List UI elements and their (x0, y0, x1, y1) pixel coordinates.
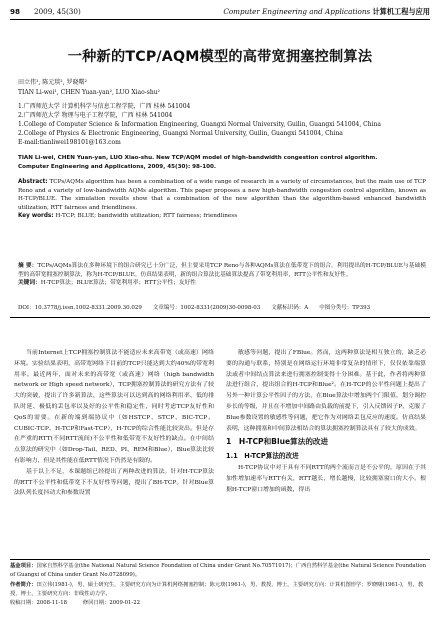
body-paragraph: 敏感等问题，提出了FBlue。然而，这两种算法是相互独立的，缺乏必要的沟通与联系，特别是在网络运行环境非常复杂的情形下，仅仅依靠端算法或者中间结点算法来进行拥塞控制变得十分困难。基于此，作者将两种算法进行组合，提出组合的H-TCP和Blue²。在H-TCP的公平性问题上提出了另外一种计算公平性因子的方法，在Blue算法中增加两个门限值，划分调控步长的等级，并且在不增加中间路由负载的前提下，引入反馈因子P，克服了Blue参数设置的敏感性等问题，把它作为对网络丢包反应的速度。仿真结果表明，这种拥塞和中间算法相结合的算法拥塞控制算法具有了较大的成效。 (226, 350, 426, 432)
fund-text: 国家自然科学基金(the National Natural Science Foundation of China under Grant No.70571017)；广西自然科学基金(the Natural Science Foundation of Guangxi of China under Grant No.0728099)。 (10, 563, 427, 579)
affiliation-1-cn: 1.广西师范大学 计算机科学与信息工程学院，广西 桂林 541004 (18, 103, 191, 110)
abstract-cn (18, 262, 426, 288)
abstract-en-label: Abstract: (18, 179, 48, 185)
journal-name-cn: 计算机工程与应用 (372, 7, 430, 16)
keywords-en-label: Key words: (18, 213, 54, 219)
affiliation-2-en: 2.College of Physics & Electronic Engineering, Guangxi Normal University, Guilin, Guangxi 541004, China (18, 130, 343, 137)
header-rule (10, 19, 430, 20)
paper-title: 一种新的TCP/AQM模型的高带宽拥塞控制算法 (67, 49, 373, 65)
author-email: E-mail:tianliwei198101@163.com (18, 139, 121, 146)
journal-name (223, 6, 430, 18)
body-paragraph: 基于以上不足，本课题组已经提出了两种改进的算法。针对H-TCP算法的RTT不公平性和低带宽下不友好性等问题，提出了BH-TCP。针对Blue算法队列长度抖动大和参数设置 (14, 468, 214, 497)
affiliation-1-en: 1.College of Computer Science & Information Engineering, Guangxi Normal University, Guilin, Guangxi 541004, China (18, 121, 381, 128)
fund-note (10, 562, 430, 581)
keywords-en-text: H-TCP; BLUE; bandwidth utilization; RTT fairness; friendliness (55, 213, 238, 219)
keywords-cn-label: 关键词： (18, 280, 41, 286)
body-column-right (226, 348, 426, 496)
doi-classification-line: DOI：10.3778/j.issn.1002-8331.2009.30.029 文章编号：1002-8331(2009)30-0098-03 文献标识码：A 中图分类号：TP393 (18, 305, 371, 311)
fund-label: 基金项目： (10, 563, 37, 569)
abstract-en-text: TCPs/AQMs algorithm has been a combination of a wide range of research in a variety of circumstances, but the main use of TCP Reno and a variety of low-bandwidth AQMs algorithm. This paper proposes a new high-bandwidth congestion control algorithm, known as H-TCP/BLUE. The simulation results show that a combination of the new algorithm than the algorithm-based enhanced bandwidth utilization, RTT fairness and friendliness. (18, 179, 426, 211)
journal-name-en: Computer Engineering and Applications (223, 7, 371, 16)
received-dates: 收稿日期：2008-11-18 修回日期：2009-01-22 (10, 600, 140, 607)
running-header (10, 6, 430, 18)
abstract-cn-label: 摘 要： (18, 263, 38, 269)
authors-cn: 田立伟¹, 陈元琰², 罗晓曙² (18, 79, 87, 86)
citation-line-2: Computer Engineering and Applications, 2009, 45(30): 98-100. (18, 164, 217, 170)
keywords-cn-text: H-TCP算法；BLUE算法；带宽利用率；RTT公平性；友好性 (40, 280, 196, 286)
section-heading: 1 H-TCP和Blue算法的改进 (226, 437, 329, 447)
subsection-heading: 1.1 H-TCP算法的改进 (226, 452, 299, 461)
abstract-cn-text: TCPs/AQMs算法在多种环境下的组合研究已十分广泛，但主要采用TCP Reno与各种AQMs算法在低带宽下的组合。利用提出的H-TCP/BLUE与基础模型的高带宽拥塞控制算法，称为H-TCP/BLUE。仿真结果表明，新的组合算法比基础算法提高了带宽利用率，RTT公平性和友好性。 (18, 263, 426, 278)
authors-en: TIAN Li-wei¹, CHEN Yuan-yan², LUO Xiao-shu² (18, 89, 160, 96)
abstract-rule (10, 317, 430, 318)
body-paragraph: 当前Internet上TCP拥塞控制算法不能适应未来高带宽（或高速）网络环境。实验结果表明，高带宽网络下目前的TCP只能达到大约40%的带宽利用率。最近两年，面对未来的高带宽（或高速）网络（high bandwidth network or High speed network），TCP拥塞控制算法的研究方法有了较大的突破，提出了许多新算法，这些算法可以达到高的网络利用率、低的排队时延、极低的丢包率以及好的公平性和稳定性，同时考虑TCP友好性和QoS的需要。在新的端到端协议中（如HSTCP、STCP、BIC-TCP、CUBIC-TCP、H-TCP和Fast-TCP），H-TCP的综合性能比较突出。但是存在严重的RTT(不同RTT流间)不公平性和低带宽不友好性的缺点。在中间结点算法的研究中（如Drop-Tail、RED、PI、REM和Blue），Blue算法比较有影响力，但是其性能在低RTT情况下仍然是有限的。 (14, 350, 214, 464)
footnotes (10, 562, 430, 608)
body-paragraph: H-TCP协议中对于具有不同RTT的两个流而言是不公平的，原因在于其加性增加速率与RTT有关，RTT越长，增长越慢，比较拥塞窗口的大小。根据H-TCP窗口增加的函数，得出 (226, 465, 426, 493)
volume-issue: 2009, 45(30) (34, 7, 81, 16)
footnote-rule (10, 559, 430, 560)
abstract-en (18, 178, 426, 221)
page-number: 98 (10, 7, 21, 16)
affiliation-2-cn: 2.广西师范大学 物理与电子工程学院，广西 桂林 541004 (18, 112, 173, 119)
citation-line-1: TIAN Li-wei, CHEN Yuan-yan, LUO Xiao-shu. New TCP/AQM model of high-bandwidth congestion control algorithm. (18, 155, 378, 161)
author-bio-note (10, 581, 430, 600)
body-column-left (14, 348, 214, 499)
bio-text: 田立伟(1981-)，男，硕士研究生，主要研究方向为计算机网络拥塞控制；陈元琰(1961-)，男，教授，博士，主要研究方向：计算机图形学；罗晓曙(1961-)，男，教授，博士，主要研究方向：非线性动力学。 (10, 581, 424, 597)
bio-label: 作者简介： (10, 581, 37, 588)
